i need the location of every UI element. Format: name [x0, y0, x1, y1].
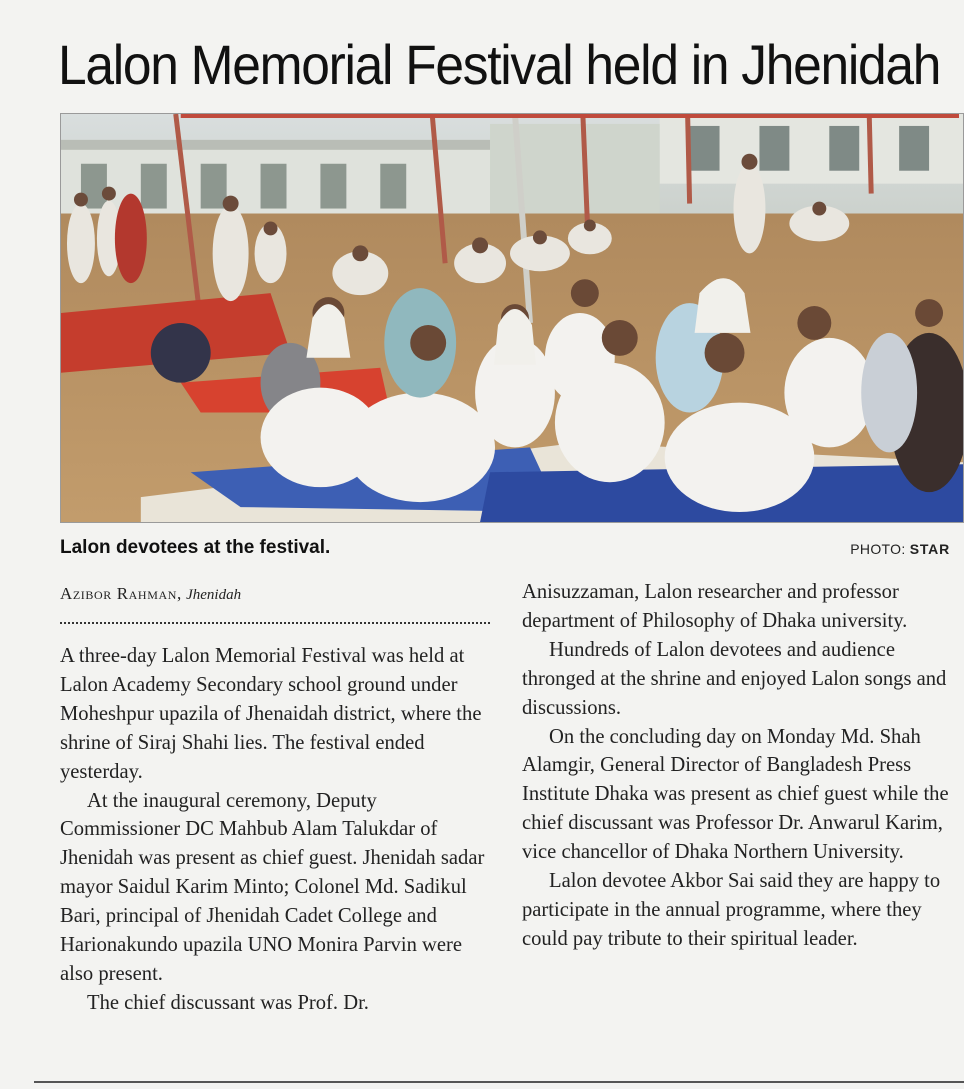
paragraph: Lalon devotee Akbor Sai said they are happy to participate in the annual programme, where they could pay tribute to their spiritual leader.	[522, 870, 941, 950]
photo-credit-source: STAR	[909, 541, 950, 557]
byline-author: Azibor Rahman,	[60, 584, 182, 603]
paragraph: On the concluding day on Monday Md. Shah Alamgir, General Director of Bangladesh Press Institute Dhaka was present as chief guest while the chief discussant was Professor Dr. Anwarul Karim, vice chancellor of Dhaka Northern University.	[522, 725, 949, 864]
byline-divider	[60, 622, 490, 624]
byline-location: Jhenidah	[186, 587, 242, 603]
paragraph: At the inaugural ceremony, Deputy Commissioner DC Mahbub Alam Talukdar of Jhenidah was present as chief guest. Jhenidah sadar mayor Saidul Karim Minto; Colonel Md. Sadikul Bari, principal of Jhenidah Cadet College and Harionakundo upazila UNO Monira Parvin were also present.	[60, 789, 485, 985]
paragraph: Hundreds of Lalon devotees and audience thronged at the shrine and enjoyed Lalon songs and discussions.	[522, 638, 947, 719]
photo-credit	[850, 541, 950, 557]
headline: Lalon Memorial Festival held in Jhenidah	[58, 33, 941, 96]
bottom-rule	[34, 1081, 964, 1083]
article-column-2	[522, 578, 960, 954]
article-column-1	[60, 642, 500, 1018]
paragraph: The chief discussant was Prof. Dr.	[87, 991, 369, 1014]
photo-credit-prefix: PHOTO:	[850, 541, 906, 557]
festival-photo	[60, 113, 964, 523]
paragraph: A three-day Lalon Memorial Festival was held at Lalon Academy Secondary school ground under Moheshpur upazila of Jhenaidah district, where the shrine of Siraj Shahi lies. The festival ended yesterday.	[60, 645, 482, 783]
paragraph: Anisuzzaman, Lalon researcher and professor department of Philosophy of Dhaka university.	[522, 581, 908, 632]
festival-photo-illustration	[61, 114, 963, 522]
photo-caption: Lalon devotees at the festival.	[60, 537, 331, 558]
byline	[60, 584, 241, 604]
